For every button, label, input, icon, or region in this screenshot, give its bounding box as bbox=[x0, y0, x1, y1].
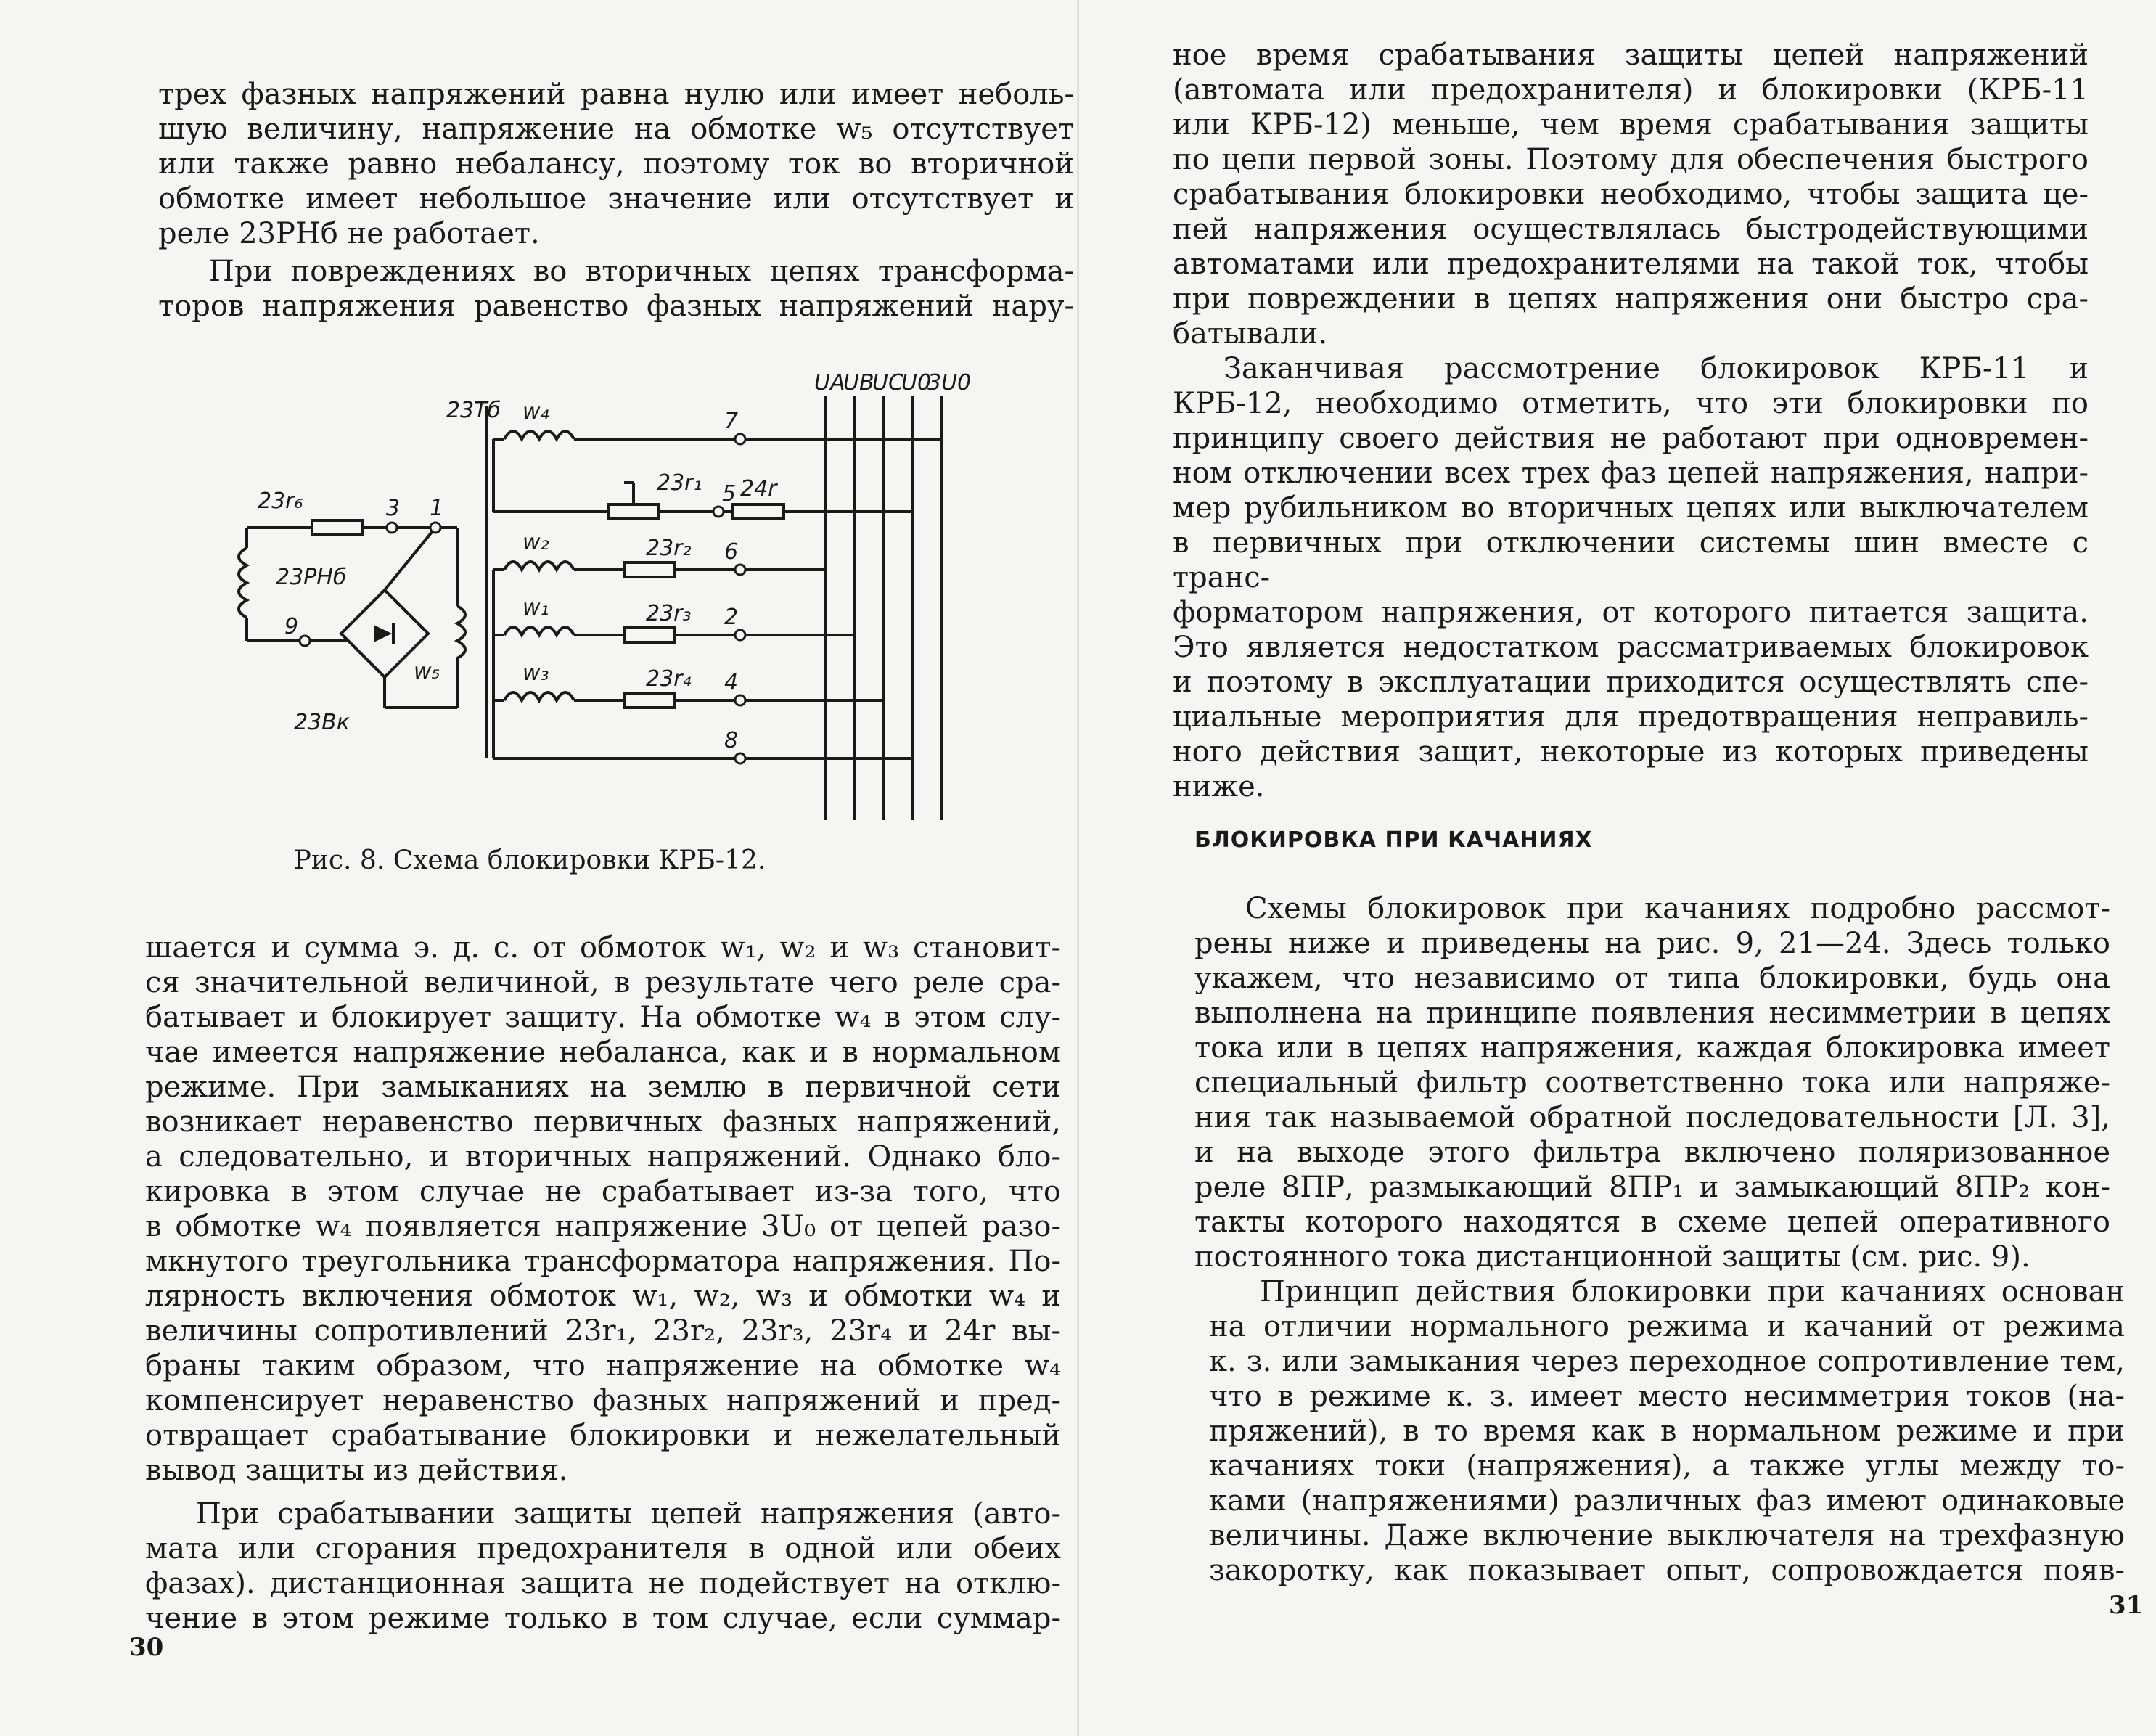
label-uc: UC bbox=[872, 370, 903, 396]
text-line: что в режиме к. з. имеет место несимметрия токов (на- bbox=[1209, 1380, 2125, 1413]
text-line: или КРБ-12) меньше, чем время срабатывания защиты bbox=[1173, 108, 2089, 142]
text-line: ное время срабатывания защиты цепей напряжений bbox=[1173, 38, 2089, 72]
text-line: кировка в этом случае не срабатывает из-за того, что bbox=[145, 1175, 1061, 1208]
text-line: рены ниже и приведены на рис. 9, 21—24. Здесь только bbox=[1194, 927, 2110, 960]
label-w1: w₁ bbox=[522, 595, 549, 621]
text-line: мер рубильником во вторичных цепях или выключателем bbox=[1173, 491, 2089, 525]
text-line: торов напряжения равенство фазных напряжений нару- bbox=[158, 290, 1074, 323]
text-line: При срабатывании защиты цепей напряжения (авто- bbox=[196, 1497, 1061, 1531]
text-line: пряжений), в то время как в нормальном режиме и при bbox=[1209, 1414, 2125, 1448]
text-line: или также равно небалансу, поэтому ток во вторичной bbox=[158, 147, 1074, 181]
text-line: и на выходе этого фильтра включено поляризованное bbox=[1194, 1136, 2110, 1169]
figure-caption: Рис. 8. Схема блокировки КРБ-12. bbox=[293, 846, 766, 875]
label-r2: 23r₂ bbox=[646, 536, 692, 561]
text-line: циальные мероприятия для предотвращения неправиль- bbox=[1173, 700, 2089, 734]
text-line: выполнена на принципе появления несимметрии в цепях bbox=[1194, 996, 2110, 1030]
text-line: такты которого находятся в схеме цепей оперативного bbox=[1194, 1205, 2110, 1239]
text-line: ками (напряжениями) различных фаз имеют одинаковые bbox=[1209, 1484, 2125, 1518]
page-number-left: 30 bbox=[129, 1633, 164, 1662]
text-line: в первичных при отключении системы шин вместе с транс- bbox=[1173, 526, 2089, 594]
label-t2: 2 bbox=[724, 605, 739, 630]
label-t6: 6 bbox=[724, 539, 739, 565]
text-line: ся значительной величиной, в результате чего реле сра- bbox=[145, 966, 1061, 999]
label-w5: w₅ bbox=[414, 659, 440, 684]
label-w2: w₂ bbox=[522, 530, 549, 555]
label-t8: 8 bbox=[724, 728, 739, 753]
text-line: Принцип действия блокировки при качаниях основан bbox=[1260, 1275, 2125, 1309]
text-line: чае имеется напряжение небаланса, как и в нормальном bbox=[145, 1036, 1061, 1069]
text-line: чение в этом режиме только в том случае, если суммар- bbox=[145, 1602, 1061, 1635]
text-line: Это является недостатком рассматриваемых блокировок bbox=[1173, 631, 2089, 664]
label-w4: w₄ bbox=[522, 399, 549, 425]
label-3u0: 3U0 bbox=[927, 370, 972, 396]
text-line: принципу своего действия не работают при одновремен- bbox=[1173, 422, 2089, 455]
text-line: величины. Даже включение выключателя на трехфазную bbox=[1209, 1519, 2125, 1552]
page-number-right: 31 bbox=[2109, 1591, 2144, 1620]
text-line: браны таким образом, что напряжение на обмотке w₄ bbox=[145, 1349, 1061, 1383]
text-line: вывод защиты из действия. bbox=[145, 1454, 568, 1487]
label-relay: 23РНб bbox=[276, 565, 347, 590]
label-w3: w₃ bbox=[522, 660, 549, 686]
text-line: и поэтому в эксплуатации приходится осуществлять спе- bbox=[1173, 666, 2089, 699]
text-line: ного действия защит, некоторые из которых приведены bbox=[1173, 735, 2089, 769]
text-line: шую величину, напряжение на обмотке w₅ отсутствует bbox=[158, 112, 1074, 146]
label-t7: 7 bbox=[724, 409, 739, 434]
text-line: мкнутого треугольника трансформатора напряжения. По- bbox=[145, 1245, 1061, 1278]
text-line: специальный фильтр соответственно тока или напряже- bbox=[1194, 1066, 2110, 1100]
left-paragraph-2 bbox=[158, 254, 1074, 324]
text-line: (автомата или предохранителя) и блокировки (КРБ-11 bbox=[1173, 73, 2089, 107]
label-ub: UB bbox=[843, 370, 874, 396]
text-line: фазах). дистанционная защита не подействует на отклю- bbox=[145, 1567, 1061, 1600]
text-line: автоматами или предохранителями на такой ток, чтобы bbox=[1173, 247, 2089, 281]
left-paragraph-4 bbox=[145, 1497, 1061, 1636]
text-line: величины сопротивлений 23r₁, 23r₂, 23r₃, 23r₄ и 24r вы- bbox=[145, 1314, 1061, 1348]
label-r4: 23r₄ bbox=[646, 666, 692, 692]
text-line: компенсирует неравенство фазных напряжений и пред- bbox=[145, 1384, 1061, 1417]
text-line: на отличии нормального режима и качаний от режима bbox=[1209, 1310, 2125, 1343]
text-line: батывали. bbox=[1173, 317, 1328, 351]
text-line: в обмотке w₄ появляется напряжение 3U₀ от цепей разо- bbox=[145, 1210, 1061, 1243]
text-line: лярность включения обмоток w₁, w₂, w₃ и обмотки w₄ и bbox=[145, 1280, 1061, 1313]
left-paragraph-1 bbox=[158, 77, 1074, 251]
text-line: мата или сгорания предохранителя в одной или обеих bbox=[145, 1532, 1061, 1565]
label-r6: 23r₆ bbox=[258, 488, 303, 514]
right-paragraph-1 bbox=[1173, 38, 2089, 351]
figure-8-schematic bbox=[218, 367, 987, 831]
text-line: ном отключении всех трех фаз цепей напряжения, напри- bbox=[1173, 456, 2089, 490]
label-t1: 1 bbox=[430, 496, 444, 521]
right-paragraph-3 bbox=[1194, 891, 2110, 1274]
text-line: закоротку, как показывает опыт, сопровождается появ- bbox=[1209, 1554, 2125, 1587]
label-r24: 24r bbox=[740, 476, 777, 501]
text-line: срабатывания блокировки необходимо, чтобы защита це- bbox=[1173, 178, 2089, 211]
text-line: шается и сумма э. д. с. от обмоток w₁, w₂ и w₃ становит- bbox=[145, 931, 1061, 965]
text-line: тока или в цепях напряжения, каждая блокировка имеет bbox=[1194, 1031, 2110, 1065]
text-line: КРБ-12, необходимо отметить, что эти блокировки по bbox=[1173, 387, 2089, 420]
text-line: качаниях токи (напряжения), а также углы между то- bbox=[1209, 1449, 2125, 1483]
label-t5: 5 bbox=[722, 481, 737, 507]
text-line: укажем, что независимо от типа блокировки, будь она bbox=[1194, 962, 2110, 995]
text-line: Схемы блокировок при качаниях подробно рассмот- bbox=[1245, 892, 2110, 925]
label-t4: 4 bbox=[724, 670, 739, 695]
right-paragraph-2 bbox=[1173, 351, 2089, 804]
text-line: обмотке имеет небольшое значение или отсутствует и bbox=[158, 182, 1074, 216]
label-t3: 3 bbox=[386, 496, 401, 521]
text-line: реле 23РНб не работает. bbox=[158, 217, 540, 250]
text-line: постоянного тока дистанционной защиты (см. рис. 9). bbox=[1194, 1240, 2030, 1274]
text-line: При повреждениях во вторичных цепях трансформа- bbox=[209, 255, 1074, 288]
text-line: Заканчивая рассмотрение блокировок КРБ-11 и bbox=[1223, 352, 2089, 385]
right-paragraph-4 bbox=[1209, 1274, 2125, 1588]
text-line: форматором напряжения, от которого питается защита. bbox=[1173, 596, 2089, 629]
text-line: по цепи первой зоны. Поэтому для обеспечения быстрого bbox=[1173, 143, 2089, 176]
text-line: ния так называемой обратной последовательности [Л. 3], bbox=[1194, 1101, 2110, 1134]
label-r1: 23r₁ bbox=[657, 470, 702, 496]
text-line: режиме. При замыканиях на землю в первичной сети bbox=[145, 1070, 1061, 1104]
text-line: пей напряжения осуществлялась быстродействующими bbox=[1173, 213, 2089, 246]
label-transformer: 23Тб bbox=[446, 398, 501, 423]
text-line: отвращает срабатывание блокировки и нежелательный bbox=[145, 1419, 1061, 1452]
text-line: батывает и блокирует защиту. На обмотке w₄ в этом слу- bbox=[145, 1001, 1061, 1034]
text-line: при повреждении в цепях напряжения они быстро сра- bbox=[1173, 282, 2089, 316]
text-line: реле 8ПР, размыкающий 8ПР₁ и замыкающий 8ПР₂ кон- bbox=[1194, 1171, 2110, 1204]
label-ua: UA bbox=[814, 370, 845, 396]
left-paragraph-3 bbox=[145, 930, 1061, 1488]
text-line: трех фазных напряжений равна нулю или имеет неболь- bbox=[158, 78, 1074, 111]
label-r3: 23r₃ bbox=[646, 601, 692, 626]
label-u0: U0 bbox=[901, 370, 932, 396]
right-page bbox=[1078, 0, 2156, 1736]
text-line: к. з. или замыкания через переходное сопротивление тем, bbox=[1209, 1345, 2125, 1378]
text-line: возникает неравенство первичных фазных напряжений, bbox=[145, 1105, 1061, 1139]
text-line: а следовательно, и вторичных напряжений. Однако бло- bbox=[145, 1140, 1061, 1174]
text-line: ниже. bbox=[1173, 770, 1265, 803]
label-rectifier: 23Вк bbox=[294, 710, 350, 735]
label-t9: 9 bbox=[284, 614, 299, 639]
section-heading: БЛОКИРОВКА ПРИ КАЧАНИЯХ bbox=[1194, 827, 1593, 853]
